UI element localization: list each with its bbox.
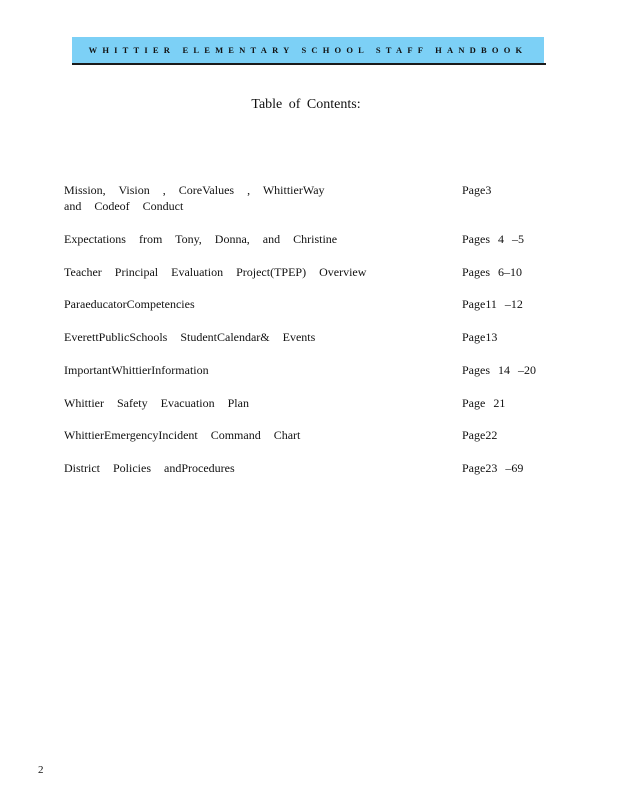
handbook-title: WHITTIER ELEMENTARY SCHOOL STAFF HANDBOOK xyxy=(88,45,528,55)
toc-entry-label: EverettPublicSchools StudentCalendar& Events xyxy=(64,330,316,344)
toc-entry-page: Page11 –12 xyxy=(462,297,523,311)
page-number: 2 xyxy=(38,764,44,776)
toc-entry-label: Whittier Safety Evacuation Plan xyxy=(64,396,249,410)
toc-entry-page: Page3 xyxy=(462,183,492,197)
toc-entry-label: ImportantWhittierInformation xyxy=(64,363,209,377)
toc-entry-label: WhittierEmergencyIncident Command Chart xyxy=(64,428,301,442)
toc-entry-label: Expectations from Tony, Donna, and Christine xyxy=(64,232,338,246)
toc-entry-page: Pages 4 –5 xyxy=(462,232,524,246)
toc-entry-label: Teacher Principal Evaluation Project(TPEP) Overview xyxy=(64,265,367,279)
header-banner xyxy=(72,37,544,63)
toc-entry-label: Mission, Vision , CoreValues , WhittierWay and Codeof Conduct xyxy=(64,183,325,213)
toc-title: Table of Contents: xyxy=(251,97,361,112)
toc-entry-page: Page 21 xyxy=(462,396,506,410)
toc-entry-label: ParaeducatorCompetencies xyxy=(64,297,195,311)
toc-entry-page: Pages 6–10 xyxy=(462,265,522,279)
toc-entry-page: Page23 –69 xyxy=(462,461,524,475)
toc-entry-label: District Policies andProcedures xyxy=(64,461,235,475)
toc-entry-page: Pages 14 –20 xyxy=(462,363,536,377)
toc-entry-page: Page22 xyxy=(462,428,498,442)
toc-entry-page: Page13 xyxy=(462,330,498,344)
header-divider xyxy=(72,63,546,65)
